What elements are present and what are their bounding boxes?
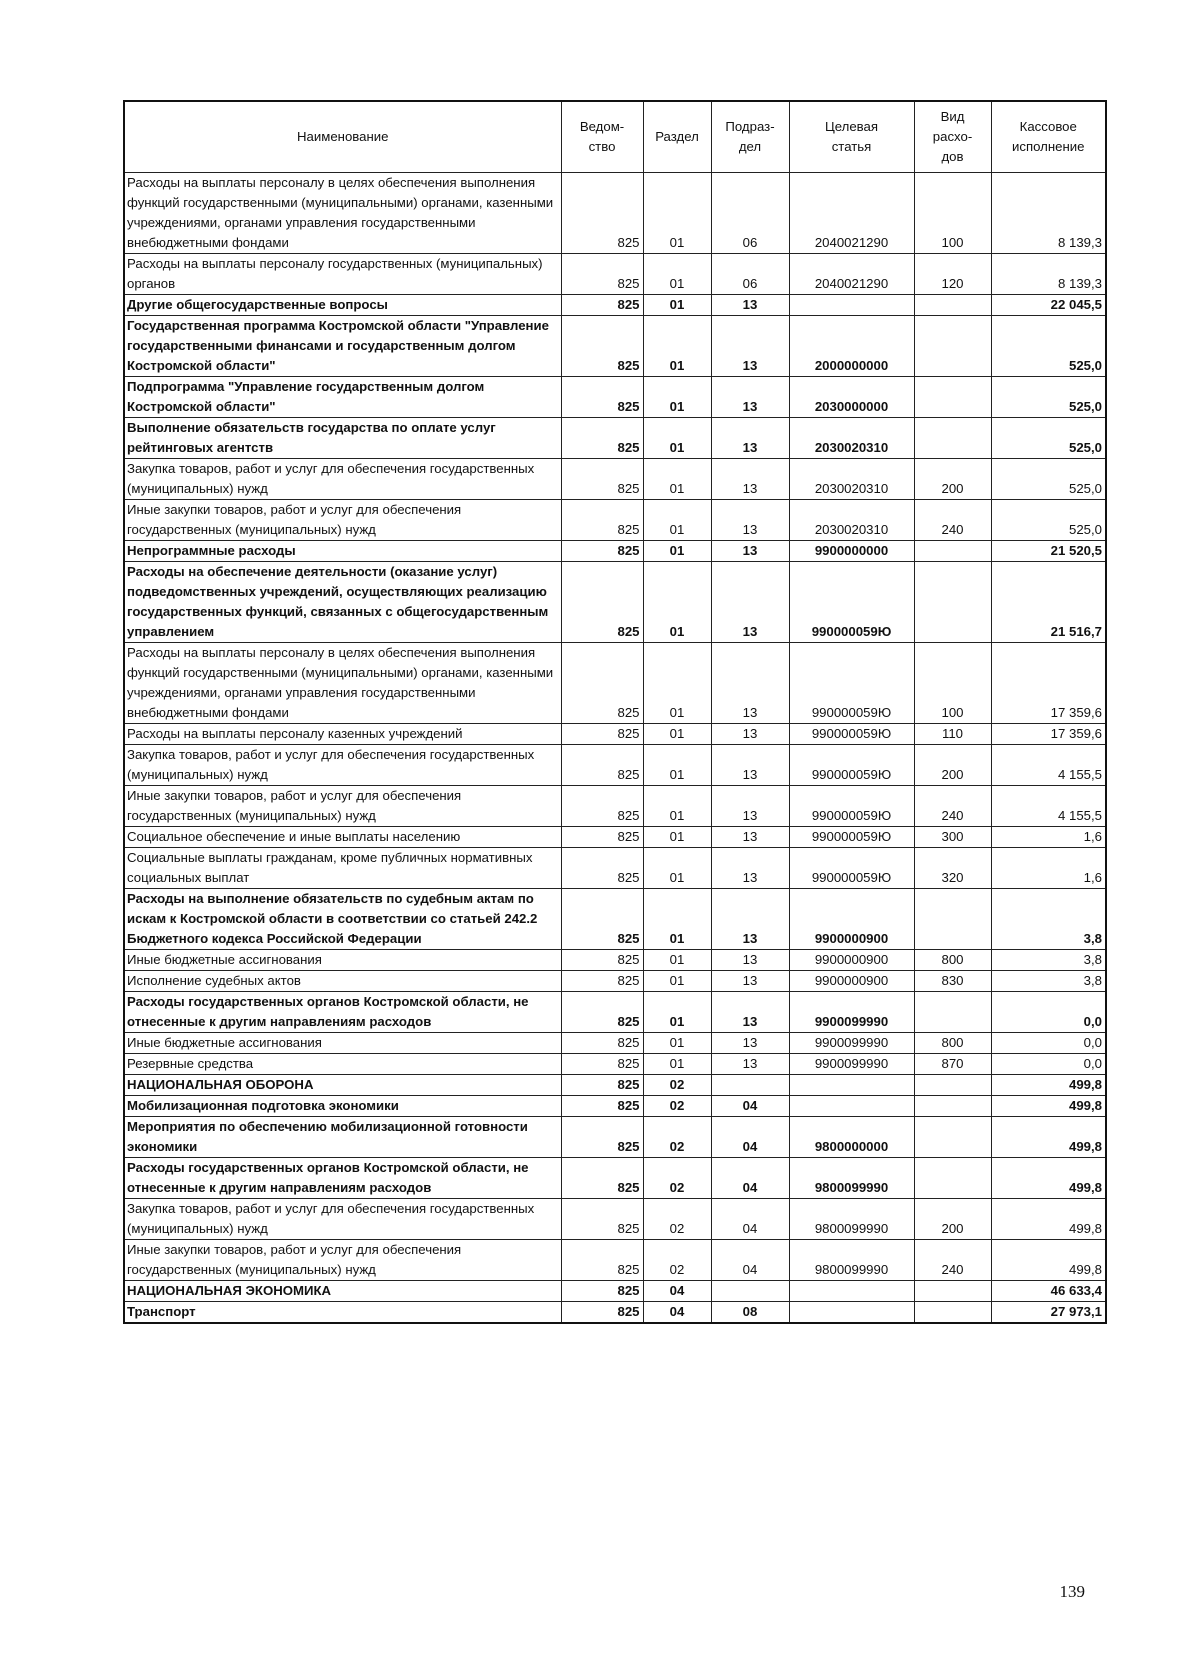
cell-vedomstvo: 825 bbox=[561, 1199, 643, 1240]
header-name: Наименование bbox=[124, 101, 561, 173]
cell-vid-rashodov: 110 bbox=[914, 724, 991, 745]
cell-razdel: 01 bbox=[643, 418, 711, 459]
table-row bbox=[124, 1199, 1106, 1240]
cell-vedomstvo: 825 bbox=[561, 541, 643, 562]
cell-razdel: 02 bbox=[643, 1158, 711, 1199]
cell-ispolnenie: 0,0 bbox=[991, 992, 1106, 1033]
cell-razdel: 01 bbox=[643, 562, 711, 643]
cell-vid-rashodov bbox=[914, 1302, 991, 1324]
cell-razdel: 01 bbox=[643, 254, 711, 295]
cell-name: НАЦИОНАЛЬНАЯ ОБОРОНА bbox=[124, 1075, 561, 1096]
cell-razdel: 02 bbox=[643, 1240, 711, 1281]
header-razdel: Раздел bbox=[643, 101, 711, 173]
cell-name: НАЦИОНАЛЬНАЯ ЭКОНОМИКА bbox=[124, 1281, 561, 1302]
budget-table bbox=[123, 100, 1107, 1324]
cell-podrazdel: 13 bbox=[711, 889, 789, 950]
table-row bbox=[124, 459, 1106, 500]
cell-vid-rashodov bbox=[914, 889, 991, 950]
cell-celevaya-statya: 2040021290 bbox=[789, 173, 914, 254]
cell-vedomstvo: 825 bbox=[561, 1240, 643, 1281]
table-row bbox=[124, 254, 1106, 295]
cell-vedomstvo: 825 bbox=[561, 1281, 643, 1302]
cell-razdel: 02 bbox=[643, 1075, 711, 1096]
cell-vid-rashodov bbox=[914, 1158, 991, 1199]
cell-vedomstvo: 825 bbox=[561, 1096, 643, 1117]
header-celevaya-statya: Целевая статья bbox=[789, 101, 914, 173]
cell-ispolnenie: 525,0 bbox=[991, 459, 1106, 500]
cell-razdel: 01 bbox=[643, 500, 711, 541]
cell-vedomstvo: 825 bbox=[561, 562, 643, 643]
cell-celevaya-statya: 9900000900 bbox=[789, 971, 914, 992]
cell-name: Исполнение судебных актов bbox=[124, 971, 561, 992]
cell-vedomstvo: 825 bbox=[561, 724, 643, 745]
cell-razdel: 01 bbox=[643, 1054, 711, 1075]
table-row bbox=[124, 1158, 1106, 1199]
cell-name: Расходы на обеспечение деятельности (оказание услуг) подведомственных учреждений, осуществляющих реализацию государственных функций, связанных с общегосударственным управлением bbox=[124, 562, 561, 643]
cell-razdel: 01 bbox=[643, 745, 711, 786]
table-row bbox=[124, 1075, 1106, 1096]
cell-podrazdel: 06 bbox=[711, 173, 789, 254]
cell-name: Подпрограмма "Управление государственным долгом Костромской области" bbox=[124, 377, 561, 418]
table-row bbox=[124, 992, 1106, 1033]
cell-celevaya-statya bbox=[789, 295, 914, 316]
cell-vid-rashodov: 120 bbox=[914, 254, 991, 295]
cell-celevaya-statya: 9900000000 bbox=[789, 541, 914, 562]
table-row bbox=[124, 541, 1106, 562]
table-row bbox=[124, 1033, 1106, 1054]
cell-podrazdel: 04 bbox=[711, 1199, 789, 1240]
cell-vedomstvo: 825 bbox=[561, 992, 643, 1033]
cell-vid-rashodov: 200 bbox=[914, 459, 991, 500]
cell-vid-rashodov: 240 bbox=[914, 1240, 991, 1281]
cell-podrazdel: 13 bbox=[711, 724, 789, 745]
table-row bbox=[124, 950, 1106, 971]
cell-vid-rashodov bbox=[914, 541, 991, 562]
cell-vid-rashodov: 240 bbox=[914, 786, 991, 827]
table-body bbox=[124, 173, 1106, 1324]
table-row bbox=[124, 295, 1106, 316]
cell-celevaya-statya bbox=[789, 1281, 914, 1302]
cell-ispolnenie: 4 155,5 bbox=[991, 745, 1106, 786]
cell-vedomstvo: 825 bbox=[561, 889, 643, 950]
cell-ispolnenie: 499,8 bbox=[991, 1158, 1106, 1199]
cell-vid-rashodov: 200 bbox=[914, 1199, 991, 1240]
cell-podrazdel: 13 bbox=[711, 1054, 789, 1075]
cell-podrazdel: 13 bbox=[711, 827, 789, 848]
cell-celevaya-statya: 2030020310 bbox=[789, 418, 914, 459]
cell-vid-rashodov bbox=[914, 1096, 991, 1117]
cell-podrazdel: 04 bbox=[711, 1117, 789, 1158]
cell-razdel: 04 bbox=[643, 1302, 711, 1324]
cell-ispolnenie: 8 139,3 bbox=[991, 173, 1106, 254]
cell-celevaya-statya: 9900099990 bbox=[789, 1054, 914, 1075]
cell-podrazdel: 13 bbox=[711, 745, 789, 786]
cell-ispolnenie: 0,0 bbox=[991, 1033, 1106, 1054]
header-vid-rashodov: Вид расхо- дов bbox=[914, 101, 991, 173]
cell-podrazdel: 13 bbox=[711, 541, 789, 562]
cell-vedomstvo: 825 bbox=[561, 1054, 643, 1075]
cell-vid-rashodov bbox=[914, 1075, 991, 1096]
cell-podrazdel: 13 bbox=[711, 992, 789, 1033]
header-row bbox=[124, 101, 1106, 173]
cell-razdel: 02 bbox=[643, 1117, 711, 1158]
cell-ispolnenie: 21 516,7 bbox=[991, 562, 1106, 643]
cell-celevaya-statya: 2030000000 bbox=[789, 377, 914, 418]
cell-name: Закупка товаров, работ и услуг для обеспечения государственных (муниципальных) нужд bbox=[124, 745, 561, 786]
cell-podrazdel: 13 bbox=[711, 500, 789, 541]
cell-ispolnenie: 46 633,4 bbox=[991, 1281, 1106, 1302]
cell-name: Транспорт bbox=[124, 1302, 561, 1324]
cell-vedomstvo: 825 bbox=[561, 254, 643, 295]
cell-celevaya-statya: 990000059Ю bbox=[789, 848, 914, 889]
cell-podrazdel bbox=[711, 1281, 789, 1302]
table-row bbox=[124, 745, 1106, 786]
cell-razdel: 01 bbox=[643, 643, 711, 724]
cell-celevaya-statya: 9800099990 bbox=[789, 1240, 914, 1281]
header-podrazdel: Подраз- дел bbox=[711, 101, 789, 173]
table-header bbox=[124, 101, 1106, 173]
cell-celevaya-statya: 9800000000 bbox=[789, 1117, 914, 1158]
cell-name: Закупка товаров, работ и услуг для обеспечения государственных (муниципальных) нужд bbox=[124, 1199, 561, 1240]
cell-razdel: 01 bbox=[643, 541, 711, 562]
cell-ispolnenie: 17 359,6 bbox=[991, 643, 1106, 724]
cell-podrazdel: 13 bbox=[711, 848, 789, 889]
cell-vedomstvo: 825 bbox=[561, 827, 643, 848]
cell-ispolnenie: 0,0 bbox=[991, 1054, 1106, 1075]
cell-name: Непрограммные расходы bbox=[124, 541, 561, 562]
cell-podrazdel: 13 bbox=[711, 971, 789, 992]
cell-vid-rashodov: 300 bbox=[914, 827, 991, 848]
cell-celevaya-statya bbox=[789, 1075, 914, 1096]
cell-name: Расходы на выплаты персоналу государственных (муниципальных) органов bbox=[124, 254, 561, 295]
cell-podrazdel: 06 bbox=[711, 254, 789, 295]
cell-podrazdel: 13 bbox=[711, 295, 789, 316]
cell-razdel: 01 bbox=[643, 377, 711, 418]
cell-podrazdel: 13 bbox=[711, 562, 789, 643]
cell-celevaya-statya: 2030020310 bbox=[789, 500, 914, 541]
cell-ispolnenie: 3,8 bbox=[991, 950, 1106, 971]
cell-podrazdel: 04 bbox=[711, 1158, 789, 1199]
table-row bbox=[124, 643, 1106, 724]
cell-razdel: 01 bbox=[643, 173, 711, 254]
table-row bbox=[124, 562, 1106, 643]
cell-celevaya-statya: 990000059Ю bbox=[789, 643, 914, 724]
cell-razdel: 02 bbox=[643, 1096, 711, 1117]
cell-vid-rashodov: 830 bbox=[914, 971, 991, 992]
cell-vedomstvo: 825 bbox=[561, 745, 643, 786]
cell-vid-rashodov bbox=[914, 377, 991, 418]
cell-name: Расходы на выполнение обязательств по судебным актам по искам к Костромской области в соответствии со статьей 242.2 Бюджетного кодекса Российской Федерации bbox=[124, 889, 561, 950]
cell-celevaya-statya: 9800099990 bbox=[789, 1199, 914, 1240]
cell-name: Мероприятия по обеспечению мобилизационной готовности экономики bbox=[124, 1117, 561, 1158]
cell-name: Иные бюджетные ассигнования bbox=[124, 1033, 561, 1054]
table-row bbox=[124, 1240, 1106, 1281]
cell-vid-rashodov: 100 bbox=[914, 643, 991, 724]
cell-vid-rashodov: 870 bbox=[914, 1054, 991, 1075]
cell-razdel: 01 bbox=[643, 316, 711, 377]
cell-razdel: 01 bbox=[643, 950, 711, 971]
cell-celevaya-statya: 990000059Ю bbox=[789, 562, 914, 643]
header-vedomstvo: Ведом- ство bbox=[561, 101, 643, 173]
cell-name: Расходы государственных органов Костромской области, не отнесенные к другим направлениям расходов bbox=[124, 1158, 561, 1199]
cell-vid-rashodov bbox=[914, 562, 991, 643]
cell-name: Иные закупки товаров, работ и услуг для обеспечения государственных (муниципальных) нужд bbox=[124, 500, 561, 541]
cell-celevaya-statya: 9900000900 bbox=[789, 950, 914, 971]
cell-razdel: 01 bbox=[643, 827, 711, 848]
cell-vedomstvo: 825 bbox=[561, 848, 643, 889]
cell-name: Расходы на выплаты персоналу казенных учреждений bbox=[124, 724, 561, 745]
cell-vid-rashodov bbox=[914, 418, 991, 459]
cell-name: Закупка товаров, работ и услуг для обеспечения государственных (муниципальных) нужд bbox=[124, 459, 561, 500]
table-row bbox=[124, 1117, 1106, 1158]
cell-ispolnenie: 21 520,5 bbox=[991, 541, 1106, 562]
cell-ispolnenie: 8 139,3 bbox=[991, 254, 1106, 295]
cell-ispolnenie: 27 973,1 bbox=[991, 1302, 1106, 1324]
cell-vedomstvo: 825 bbox=[561, 500, 643, 541]
table-row bbox=[124, 724, 1106, 745]
cell-ispolnenie: 499,8 bbox=[991, 1199, 1106, 1240]
cell-vedomstvo: 825 bbox=[561, 377, 643, 418]
cell-razdel: 02 bbox=[643, 1199, 711, 1240]
cell-razdel: 01 bbox=[643, 848, 711, 889]
cell-podrazdel: 13 bbox=[711, 786, 789, 827]
cell-celevaya-statya: 9900099990 bbox=[789, 992, 914, 1033]
cell-vedomstvo: 825 bbox=[561, 418, 643, 459]
cell-podrazdel: 13 bbox=[711, 1033, 789, 1054]
cell-vid-rashodov bbox=[914, 1281, 991, 1302]
cell-ispolnenie: 499,8 bbox=[991, 1075, 1106, 1096]
cell-ispolnenie: 525,0 bbox=[991, 418, 1106, 459]
cell-ispolnenie: 3,8 bbox=[991, 971, 1106, 992]
cell-vid-rashodov: 800 bbox=[914, 1033, 991, 1054]
cell-celevaya-statya bbox=[789, 1302, 914, 1324]
cell-ispolnenie: 525,0 bbox=[991, 377, 1106, 418]
table-row bbox=[124, 173, 1106, 254]
cell-ispolnenie: 4 155,5 bbox=[991, 786, 1106, 827]
cell-name: Социальное обеспечение и иные выплаты населению bbox=[124, 827, 561, 848]
cell-vedomstvo: 825 bbox=[561, 950, 643, 971]
cell-podrazdel bbox=[711, 1075, 789, 1096]
cell-vedomstvo: 825 bbox=[561, 459, 643, 500]
cell-celevaya-statya: 990000059Ю bbox=[789, 745, 914, 786]
cell-podrazdel: 13 bbox=[711, 316, 789, 377]
cell-ispolnenie: 1,6 bbox=[991, 827, 1106, 848]
cell-vid-rashodov: 200 bbox=[914, 745, 991, 786]
cell-razdel: 01 bbox=[643, 1033, 711, 1054]
cell-name: Расходы на выплаты персоналу в целях обеспечения выполнения функций государственными (муниципальными) органами, казенными учреждениями, органами управления государственными внебюджетными фондами bbox=[124, 173, 561, 254]
page-number: 139 bbox=[1059, 1582, 1085, 1601]
table-row bbox=[124, 1302, 1106, 1324]
cell-celevaya-statya: 990000059Ю bbox=[789, 724, 914, 745]
table-row bbox=[124, 1054, 1106, 1075]
cell-ispolnenie: 17 359,6 bbox=[991, 724, 1106, 745]
cell-razdel: 01 bbox=[643, 992, 711, 1033]
cell-razdel: 01 bbox=[643, 724, 711, 745]
cell-ispolnenie: 1,6 bbox=[991, 848, 1106, 889]
cell-vid-rashodov: 100 bbox=[914, 173, 991, 254]
cell-vid-rashodov bbox=[914, 316, 991, 377]
cell-vid-rashodov: 320 bbox=[914, 848, 991, 889]
cell-podrazdel: 08 bbox=[711, 1302, 789, 1324]
cell-vedomstvo: 825 bbox=[561, 1075, 643, 1096]
cell-podrazdel: 04 bbox=[711, 1240, 789, 1281]
cell-razdel: 01 bbox=[643, 786, 711, 827]
cell-vedomstvo: 825 bbox=[561, 1302, 643, 1324]
cell-celevaya-statya: 9900000900 bbox=[789, 889, 914, 950]
cell-name: Мобилизационная подготовка экономики bbox=[124, 1096, 561, 1117]
cell-vid-rashodov: 800 bbox=[914, 950, 991, 971]
cell-razdel: 01 bbox=[643, 295, 711, 316]
cell-name: Выполнение обязательств государства по оплате услуг рейтинговых агентств bbox=[124, 418, 561, 459]
table-row bbox=[124, 1096, 1106, 1117]
cell-celevaya-statya: 9900099990 bbox=[789, 1033, 914, 1054]
cell-name: Государственная программа Костромской области "Управление государственными финансами и государственным долгом Костромской области" bbox=[124, 316, 561, 377]
cell-name: Расходы государственных органов Костромской области, не отнесенные к другим направлениям расходов bbox=[124, 992, 561, 1033]
cell-name: Другие общегосударственные вопросы bbox=[124, 295, 561, 316]
cell-name: Расходы на выплаты персоналу в целях обеспечения выполнения функций государственными (муниципальными) органами, казенными учреждениями, органами управления государственными внебюджетными фондами bbox=[124, 643, 561, 724]
cell-vedomstvo: 825 bbox=[561, 971, 643, 992]
cell-podrazdel: 13 bbox=[711, 418, 789, 459]
cell-vid-rashodov bbox=[914, 992, 991, 1033]
cell-podrazdel: 13 bbox=[711, 643, 789, 724]
table-row bbox=[124, 827, 1106, 848]
cell-podrazdel: 13 bbox=[711, 377, 789, 418]
cell-vedomstvo: 825 bbox=[561, 295, 643, 316]
cell-vedomstvo: 825 bbox=[561, 173, 643, 254]
cell-name: Иные закупки товаров, работ и услуг для обеспечения государственных (муниципальных) нужд bbox=[124, 1240, 561, 1281]
cell-celevaya-statya: 2030020310 bbox=[789, 459, 914, 500]
cell-razdel: 01 bbox=[643, 459, 711, 500]
cell-celevaya-statya: 2000000000 bbox=[789, 316, 914, 377]
cell-razdel: 01 bbox=[643, 889, 711, 950]
cell-celevaya-statya: 990000059Ю bbox=[789, 827, 914, 848]
cell-celevaya-statya: 990000059Ю bbox=[789, 786, 914, 827]
cell-celevaya-statya: 2040021290 bbox=[789, 254, 914, 295]
cell-vid-rashodov bbox=[914, 295, 991, 316]
cell-name: Социальные выплаты гражданам, кроме публичных нормативных социальных выплат bbox=[124, 848, 561, 889]
cell-ispolnenie: 525,0 bbox=[991, 500, 1106, 541]
table-row bbox=[124, 889, 1106, 950]
cell-podrazdel: 13 bbox=[711, 459, 789, 500]
cell-ispolnenie: 499,8 bbox=[991, 1096, 1106, 1117]
cell-vid-rashodov: 240 bbox=[914, 500, 991, 541]
cell-ispolnenie: 525,0 bbox=[991, 316, 1106, 377]
table-row bbox=[124, 316, 1106, 377]
cell-podrazdel: 04 bbox=[711, 1096, 789, 1117]
cell-vid-rashodov bbox=[914, 1117, 991, 1158]
cell-vedomstvo: 825 bbox=[561, 1033, 643, 1054]
table-row bbox=[124, 500, 1106, 541]
table-row bbox=[124, 971, 1106, 992]
header-kassovoe-ispolnenie: Кассовое исполнение bbox=[991, 101, 1106, 173]
cell-celevaya-statya bbox=[789, 1096, 914, 1117]
cell-vedomstvo: 825 bbox=[561, 786, 643, 827]
cell-vedomstvo: 825 bbox=[561, 1117, 643, 1158]
table-row bbox=[124, 1281, 1106, 1302]
cell-razdel: 01 bbox=[643, 971, 711, 992]
cell-name: Иные бюджетные ассигнования bbox=[124, 950, 561, 971]
cell-ispolnenie: 22 045,5 bbox=[991, 295, 1106, 316]
cell-celevaya-statya: 9800099990 bbox=[789, 1158, 914, 1199]
cell-name: Иные закупки товаров, работ и услуг для обеспечения государственных (муниципальных) нужд bbox=[124, 786, 561, 827]
table-row bbox=[124, 848, 1106, 889]
cell-podrazdel: 13 bbox=[711, 950, 789, 971]
cell-razdel: 04 bbox=[643, 1281, 711, 1302]
cell-ispolnenie: 499,8 bbox=[991, 1117, 1106, 1158]
table-row bbox=[124, 786, 1106, 827]
cell-ispolnenie: 3,8 bbox=[991, 889, 1106, 950]
cell-ispolnenie: 499,8 bbox=[991, 1240, 1106, 1281]
cell-vedomstvo: 825 bbox=[561, 316, 643, 377]
table-row bbox=[124, 377, 1106, 418]
cell-name: Резервные средства bbox=[124, 1054, 561, 1075]
cell-vedomstvo: 825 bbox=[561, 643, 643, 724]
cell-vedomstvo: 825 bbox=[561, 1158, 643, 1199]
table-row bbox=[124, 418, 1106, 459]
